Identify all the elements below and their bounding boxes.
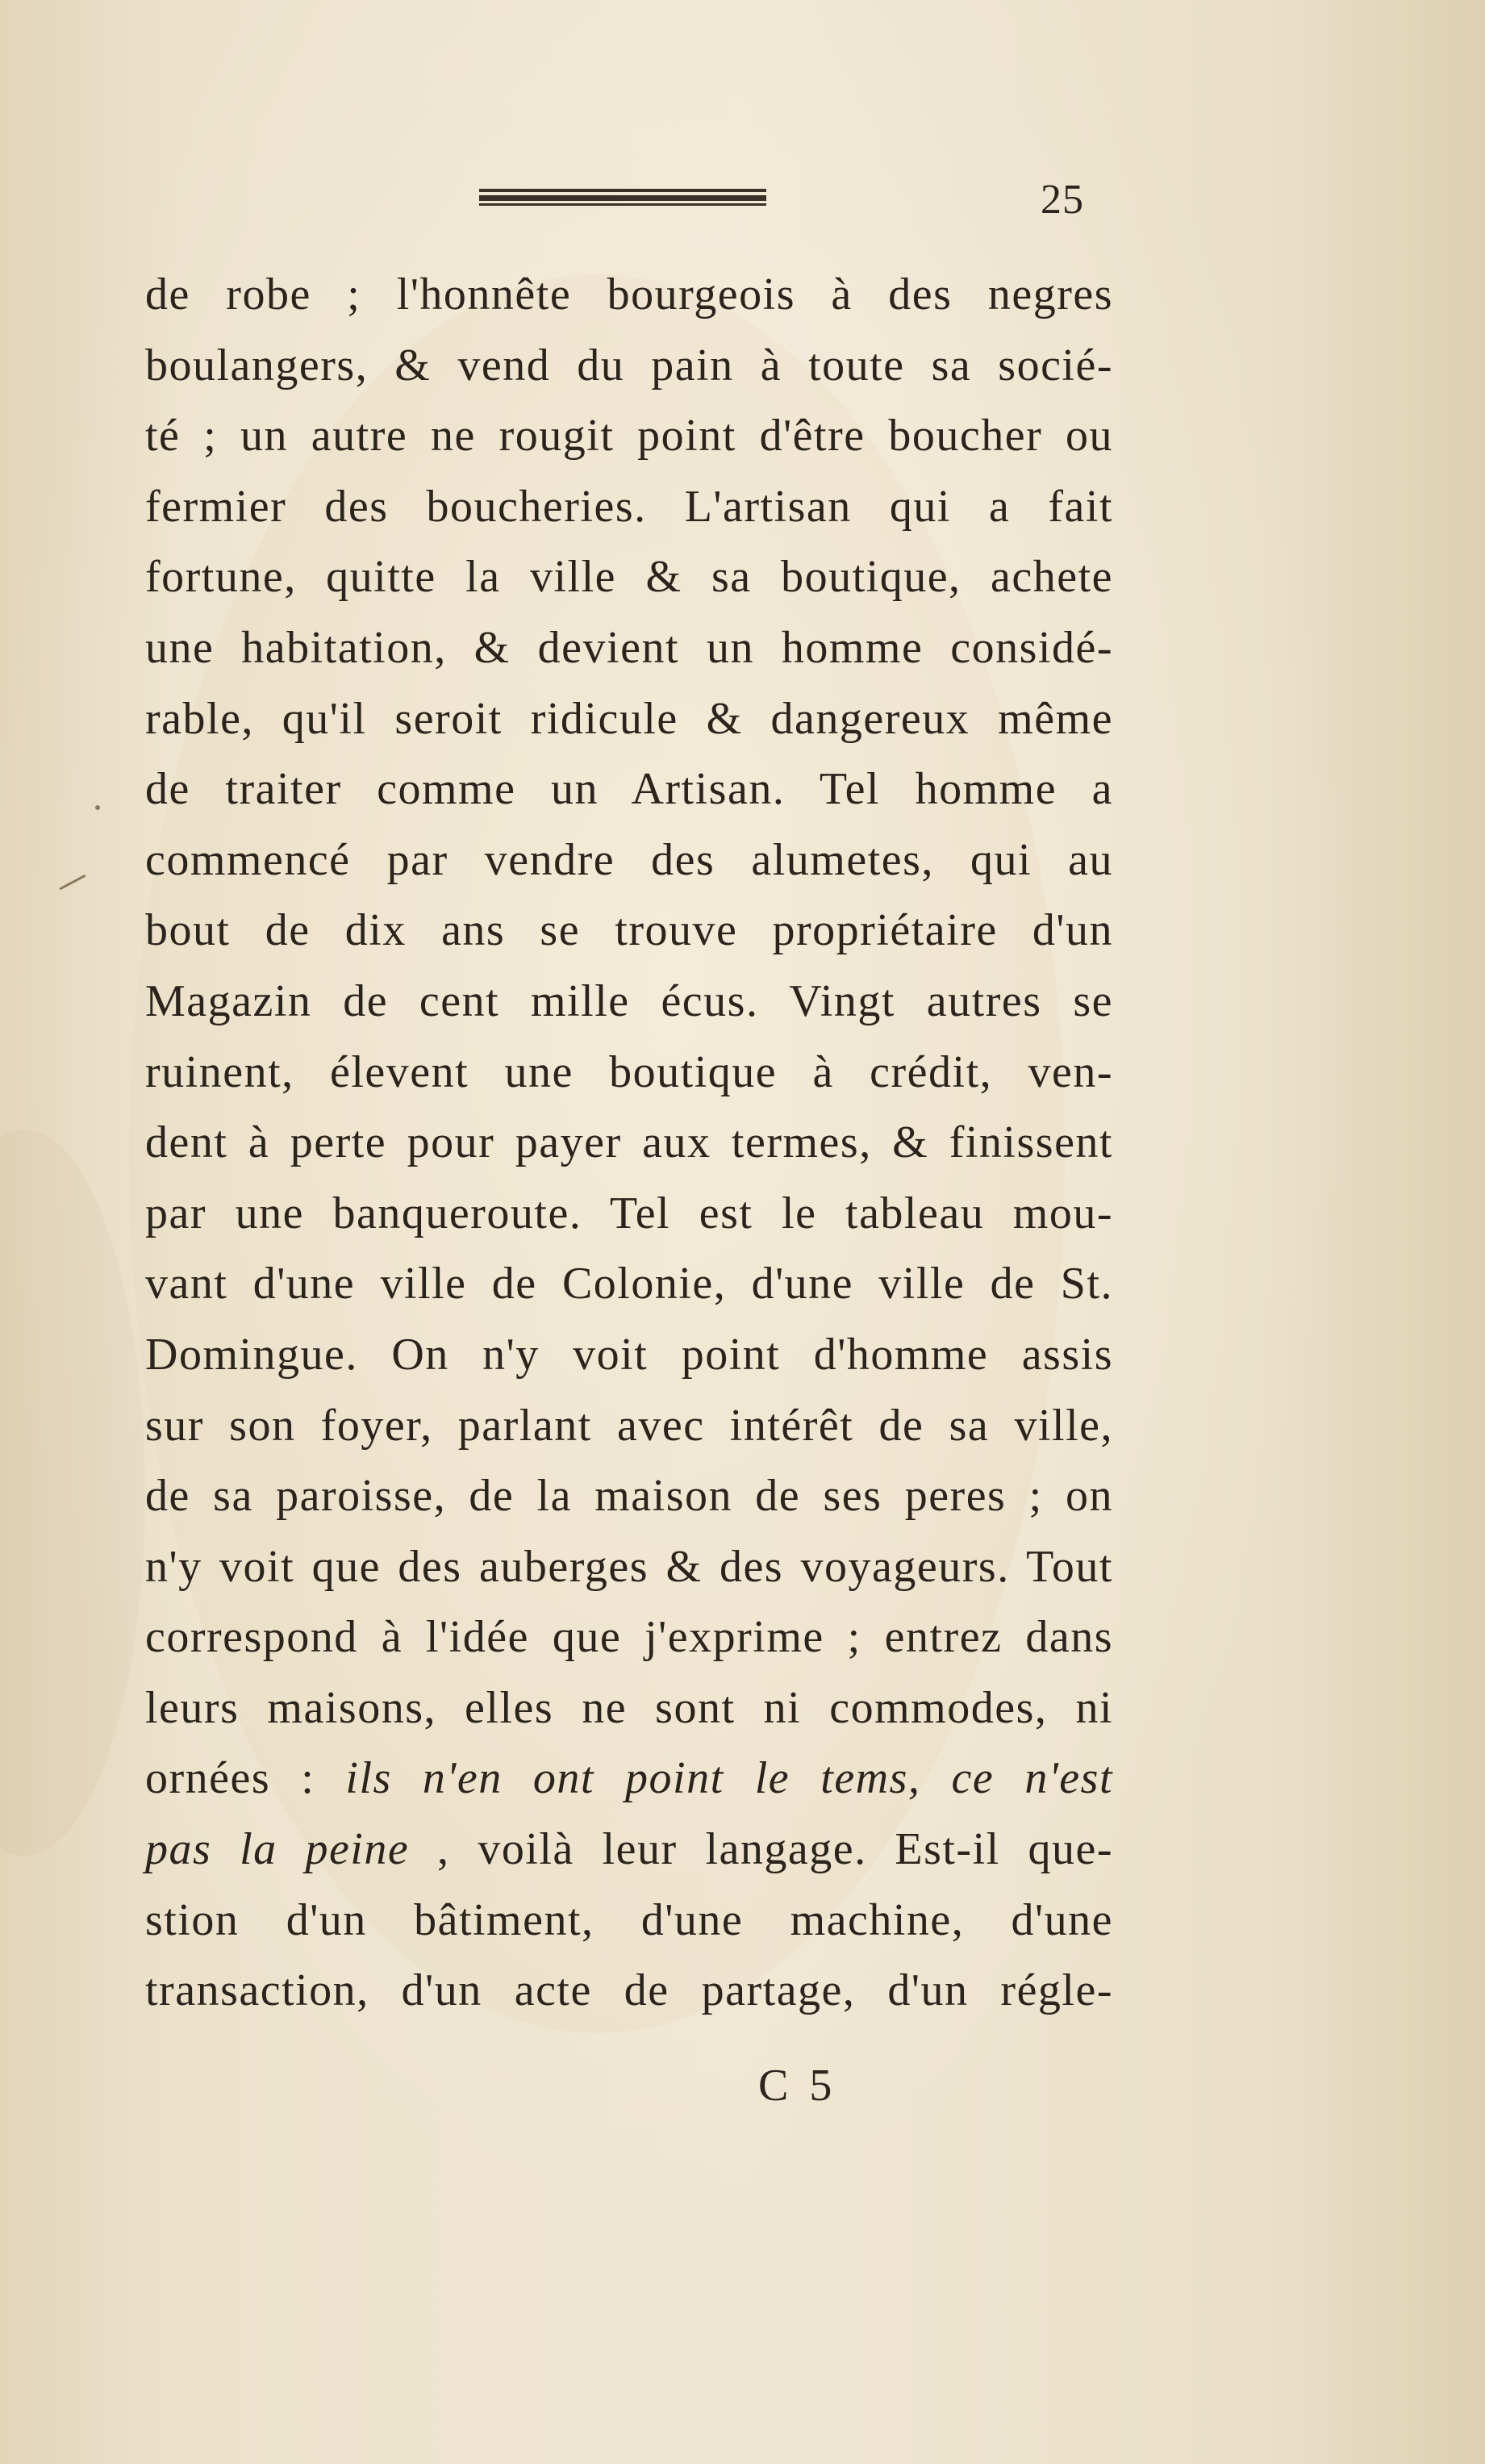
text-line: [145, 613, 1113, 684]
margin-mark: [95, 805, 100, 810]
text-segment: rable, qu'il seroit ridicule & dangereux même: [145, 693, 1113, 744]
header-rule: [479, 189, 766, 207]
text-line: [145, 472, 1113, 543]
body-text: [145, 260, 1113, 2027]
text-line: [145, 1108, 1113, 1179]
italic-text: ils n'en ont point le tems, ce n'est: [345, 1753, 1114, 1804]
text-line: [145, 896, 1113, 967]
text-segment: leurs maisons, elles ne sont ni commodes, ni: [145, 1682, 1113, 1733]
text-line: [145, 1391, 1113, 1462]
text-line: [145, 825, 1113, 896]
text-line: [145, 1815, 1113, 1886]
text-segment: de robe ; l'honnête bourgeois à des negres: [145, 269, 1113, 319]
text-segment: bout de dix ans se trouve propriétaire d'un: [145, 905, 1113, 956]
text-segment: Magazin de cent mille écus. Vingt autres se: [145, 975, 1113, 1026]
text-segment: n'y voit que des auberges & des voyageurs. Tout: [145, 1541, 1113, 1592]
italic-text: pas la peine: [145, 1824, 410, 1875]
text-segment: Domingue. On n'y voit point d'homme assis: [145, 1329, 1113, 1380]
text-line: [145, 1179, 1113, 1250]
text-segment: vant d'une ville de Colonie, d'une ville de St.: [145, 1259, 1113, 1309]
text-line: [145, 1532, 1113, 1603]
text-line: [145, 542, 1113, 613]
text-segment: , voilà leur langage. Est-il que-: [409, 1824, 1113, 1875]
text-segment: correspond à l'idée que j'exprime ; entrez dans: [145, 1612, 1113, 1663]
text-segment: sur son foyer, parlant avec intérêt de sa ville,: [145, 1400, 1113, 1451]
text-line: [145, 754, 1113, 825]
text-segment: boulangers, & vend du pain à toute sa socié-: [145, 340, 1113, 390]
text-line: [145, 1673, 1113, 1744]
text-segment: une habitation, & devient un homme considé-: [145, 622, 1113, 673]
text-line: [145, 1602, 1113, 1673]
text-line: [145, 1249, 1113, 1320]
text-line: [145, 967, 1113, 1038]
text-segment: de sa paroisse, de la maison de ses peres ; on: [145, 1471, 1113, 1522]
text-segment: transaction, d'un acte de partage, d'un régle-: [145, 1965, 1113, 2016]
text-line: [145, 401, 1113, 472]
text-line: [145, 1744, 1113, 1815]
text-segment: stion d'un bâtiment, d'une machine, d'une: [145, 1894, 1113, 1945]
text-line: [145, 1886, 1113, 1957]
margin-mark: [59, 875, 86, 891]
text-line: [145, 1461, 1113, 1532]
text-segment: commencé par vendre des alumetes, qui au: [145, 834, 1113, 885]
text-segment: de traiter comme un Artisan. Tel homme a: [145, 764, 1113, 815]
text-line: [145, 260, 1113, 331]
text-line: [145, 1038, 1113, 1109]
signature-mark: C 5: [758, 2061, 837, 2111]
text-segment: par une banqueroute. Tel est le tableau mou-: [145, 1188, 1113, 1238]
paper-stain: [0, 1130, 145, 1856]
text-line: [145, 331, 1113, 402]
text-segment: fortune, quitte la ville & sa boutique, achete: [145, 552, 1113, 603]
text-segment: ruinent, élevent une boutique à crédit, ven-: [145, 1046, 1113, 1097]
text-segment: fermier des boucheries. L'artisan qui a fait: [145, 481, 1113, 532]
text-line: [145, 1956, 1113, 2027]
text-segment: dent à perte pour payer aux termes, & finissent: [145, 1117, 1113, 1168]
text-segment: ornées :: [145, 1753, 346, 1804]
page-number: 25: [1041, 177, 1084, 223]
text-line: [145, 684, 1113, 755]
text-line: [145, 1320, 1113, 1391]
text-segment: té ; un autre ne rougit point d'être boucher ou: [145, 411, 1113, 461]
